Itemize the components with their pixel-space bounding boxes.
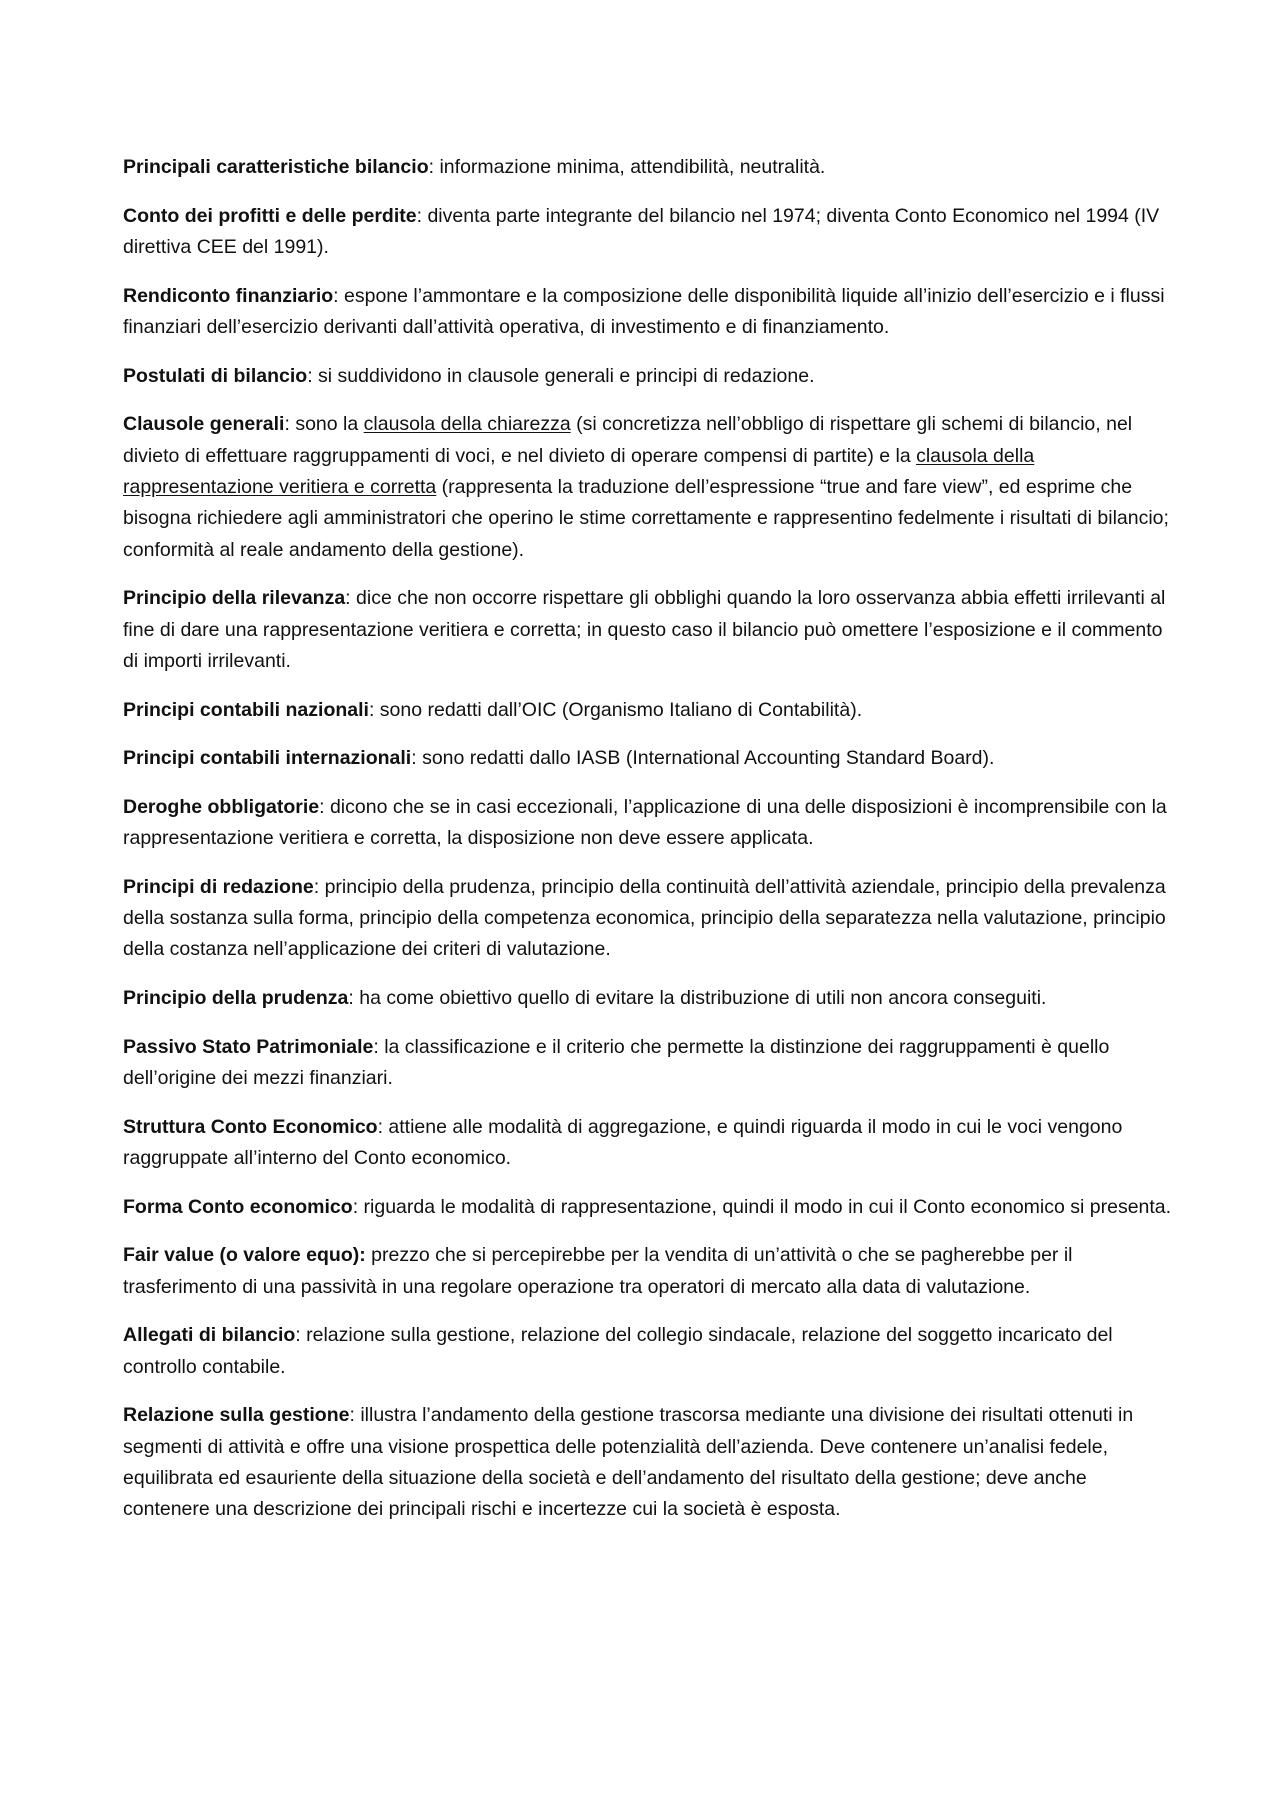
definition: principio della prudenza, principio della continuità dell’attività aziendale, principio della prevalenza della sostanza sulla forma, principio della competenza economica, principio della separatezza nella valutazione, principio della costanza nell’applicazione dei criteri di valutazione. <box>123 875 1166 961</box>
paragraph-principi-nazionali <box>123 695 1173 726</box>
definition: prezzo che si percepirebbe per la vendita di un’attività o che se pagherebbe per il trasferimento di una passività in una regolare operazione tra operatori di mercato alla data di valutazione. <box>123 1244 1073 1298</box>
definition: dice che non occorre rispettare gli obblighi quando la loro osservanza abbia effetti irrilevanti al fine di dare una rappresentazione veritiera e corretta; in questo caso il bilancio può omettere l’esposizione e il commento di importi irrilevanti. <box>123 587 1166 672</box>
paragraph-struttura-ce <box>123 1112 1173 1175</box>
definition: attiene alle modalità di aggregazione, e quindi riguarda il modo in cui le voci vengono raggruppate all’interno del Conto economico. <box>123 1115 1123 1170</box>
paragraph-relazione-gestione <box>123 1400 1173 1525</box>
paragraph-principi-redazione <box>123 872 1173 966</box>
term: Principi di redazione <box>123 875 314 898</box>
paragraph-fair-value <box>123 1240 1173 1303</box>
term: Relazione sulla gestione <box>123 1404 350 1427</box>
definition-part: sono la <box>295 413 364 436</box>
paragraph-rilevanza <box>123 583 1173 677</box>
separator: : <box>411 747 423 770</box>
paragraph-caratteristiche <box>123 152 1173 183</box>
term: Struttura Conto Economico <box>123 1115 378 1138</box>
definition: ha come obiettivo quello di evitare la distribuzione di utili non ancora conseguiti. <box>359 987 1047 1010</box>
term: Allegati di bilancio <box>123 1324 296 1347</box>
paragraph-rendiconto <box>123 281 1173 344</box>
paragraph-deroghe <box>123 792 1173 855</box>
definition-part: (si concretizza nell’obbligo di rispettare gli schemi di bilancio, nel divieto di effettuare raggruppamenti di voci, e nel divieto di operare compensi di partite) e la <box>123 413 1133 467</box>
paragraph-passivo <box>123 1032 1173 1095</box>
paragraph-conto-profitti <box>123 201 1173 264</box>
term: Conto dei profitti e delle perdite <box>123 204 417 227</box>
separator: : <box>307 364 319 387</box>
definition: sono redatti dall’OIC (Organismo Italiano di Contabilità). <box>379 698 863 721</box>
definition: illustra l’andamento della gestione trascorsa mediante una divisione dei risultati ottenuti in segmenti di attività e offre una visione prospettica delle potenzialità dell’azienda. Deve contenere un’analisi fedele, equilibrata ed esauriente della situazione della società e dell’andamento del risultato della gestione; deve anche contenere una descrizione dei principali rischi e incertezze cui la società è esposta. <box>123 1404 1134 1521</box>
separator: : <box>368 698 380 721</box>
separator: : <box>352 1195 364 1218</box>
term: Postulati di bilancio <box>123 364 308 387</box>
definition: dicono che se in casi eccezionali, l’applicazione di una delle disposizioni è incomprensibile con la rappresentazione veritiera e corretta, la disposizione non deve essere applicata. <box>123 795 1167 850</box>
separator: : <box>348 987 360 1010</box>
separator: : <box>416 204 428 227</box>
definition: si suddividono in clausole generali e principi di redazione. <box>318 364 815 387</box>
term: Principi contabili internazionali <box>123 747 412 770</box>
separator: : <box>377 1115 389 1138</box>
separator: : <box>373 1035 385 1058</box>
definition: la classificazione e il criterio che permette la distinzione dei raggruppamenti è quello dell’origine dei mezzi finanziari. <box>123 1035 1110 1090</box>
term: Rendiconto finanziario <box>123 284 334 307</box>
definition: sono redatti dallo IASB (International Accounting Standard Board). <box>422 747 995 770</box>
term: Forma Conto economico <box>123 1195 353 1218</box>
definition: riguarda le modalità di rappresentazione, quindi il modo in cui il Conto economico si presenta. <box>363 1195 1172 1218</box>
separator: : <box>295 1324 307 1347</box>
definition: relazione sulla gestione, relazione del collegio sindacale, relazione del soggetto incaricato del controllo contabile. <box>123 1324 1113 1378</box>
separator: : <box>319 795 330 818</box>
document-page <box>123 152 1173 1543</box>
definition: espone l’ammontare e la composizione delle disponibilità liquide all’inizio dell’esercizio e i flussi finanziari dell’esercizio derivanti dall’attività operativa, di investimento e di finanziamento. <box>123 284 1165 338</box>
underlined-clausola-rappresentazione: clausola della rappresentazione veritiera e corretta <box>123 444 1035 498</box>
term: Principio della rilevanza <box>123 587 346 610</box>
definition-part: (rappresenta la traduzione dell’espressione “true and fare view”, ed esprime che bisogna richiedere agli amministratori che operino le stime correttamente e rappresentino fedelmente i risultati di bilancio; conformità al reale andamento della gestione). <box>123 475 1169 561</box>
separator: : <box>333 284 345 307</box>
term: Principi contabili nazionali <box>123 698 369 721</box>
definition: diventa parte integrante del bilancio nel 1974; diventa Conto Economico nel 1994 (IV direttiva CEE del 1991). <box>123 204 1160 258</box>
separator: : <box>349 1404 361 1427</box>
term: Principali caratteristiche bilancio <box>123 156 429 178</box>
separator: : <box>313 875 325 898</box>
paragraph-prudenza <box>123 983 1173 1014</box>
separator: : <box>345 587 357 610</box>
separator: : <box>428 156 440 178</box>
paragraph-forma-ce <box>123 1192 1173 1223</box>
term: Principio della prudenza <box>123 987 349 1010</box>
separator: : <box>284 413 296 436</box>
underlined-clausola-chiarezza: clausola della chiarezza <box>363 413 571 436</box>
term: Fair value (o valore equo): <box>123 1244 366 1267</box>
paragraph-principi-internazionali <box>123 743 1173 774</box>
term: Clausole generali <box>123 413 285 436</box>
paragraph-clausole-generali <box>123 409 1173 565</box>
paragraph-postulati <box>123 361 1173 392</box>
term: Deroghe obbligatorie <box>123 795 320 818</box>
term: Passivo Stato Patrimoniale <box>123 1035 374 1058</box>
paragraph-allegati <box>123 1320 1173 1383</box>
definition: informazione minima, attendibilità, neutralità. <box>439 156 826 178</box>
